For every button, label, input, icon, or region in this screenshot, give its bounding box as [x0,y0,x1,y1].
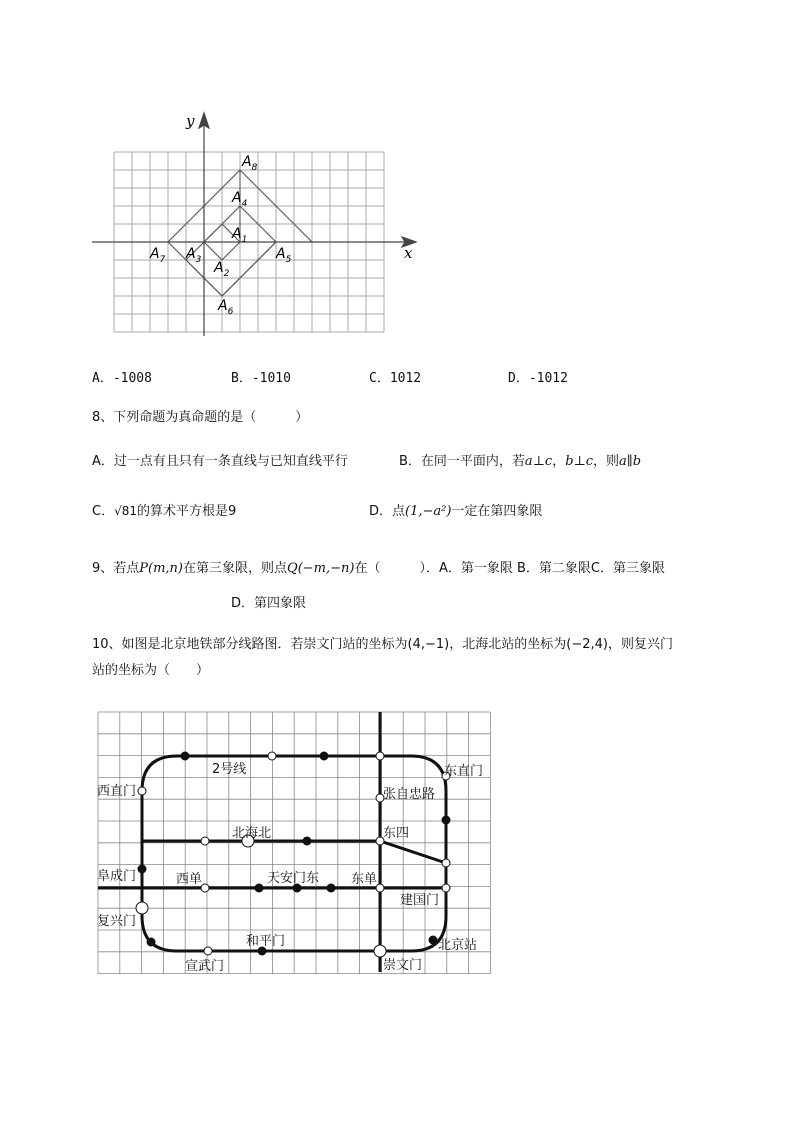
label-chongwenmen: 崇文门 [383,958,423,973]
q8-c-prefix: C． [92,504,115,519]
q8-d-rest: 一定在第四象限 [451,504,543,519]
q8-c-rest: 的算术平方根是9 [137,504,237,519]
label-fuxingmen: 复兴门 [97,914,137,929]
q8-option-c [92,500,236,519]
station-north-cross [376,752,384,760]
q7-option-d: D．-1012 [508,371,568,386]
q8-b-mid: ，则 [593,454,620,469]
label-a8: $A_8$ [242,154,258,173]
label-beihaibei: 北海北 [232,826,272,841]
label-dongsi: 东四 [383,826,410,841]
q9-option-d: D．第四象限 [231,596,307,611]
line-dongsi-diagonal [380,841,446,863]
station-north-white [268,752,276,760]
q8-b-cond2: b⊥c [565,454,594,469]
station-north-black-2 [320,752,328,760]
q8-b-cond1: a⊥c [524,454,553,469]
label-a2: $A_2$ [214,260,230,279]
label-dongzhimen: 东直门 [444,764,484,779]
label-dongdan: 东单 [351,872,378,887]
station-east-black [442,816,450,824]
station-xizhimen [138,787,146,795]
station-l1-black-1 [255,884,263,892]
q7-option-c: C．1012 [369,371,422,386]
q9-stem [92,557,665,576]
station-chongwenmen [374,945,386,957]
q9-part1: 9、若点 [92,561,140,576]
q9-part2: 在第三象限，则点 [183,561,288,576]
y-axis-label: y [186,112,195,130]
q7-option-a: A．-1008 [92,371,152,386]
label-a7: $A_7$ [150,246,166,265]
x-axis-label: x [404,244,413,262]
station-beijingzhan [429,936,437,944]
label-a1: $A_1$ [232,226,248,245]
station-fuxingmen [136,902,148,914]
station-jianguomen [442,884,450,892]
q8-b-sep: ， [552,454,566,469]
q8-option-d [369,500,542,519]
q9-p-expr: P(m,n) [139,561,184,576]
label-hepingmen: 和平门 [246,934,286,949]
q8-d-expr: (1,−a²) [405,504,452,519]
q8-c-expr: √81 [114,504,137,518]
label-a6: $A_6$ [218,298,234,317]
q10-stem-line2: 站的坐标为（ ） [92,663,210,678]
q7-option-b: B．-1010 [231,371,291,386]
q8-d-prefix: D．点 [369,504,406,519]
q8-b-prefix: B．在同一平面内，若 [399,454,525,469]
label-a5: $A_5$ [276,246,292,265]
label-xidan: 西单 [176,872,203,887]
label-a3: $A_3$ [186,246,202,265]
q9-q-expr: Q(−m,−n) [287,561,355,576]
metro-grid [98,712,490,974]
station-fuchengmen [138,865,146,873]
q8-stem: 8、下列命题为真命题的是（ ） [92,410,309,425]
label-jianguomen: 建国门 [400,893,440,908]
label-zhangzizhonglu: 张自忠路 [383,787,436,802]
q8-option-b [399,450,641,469]
label-tiananmendong: 天安门东 [267,871,320,886]
station-l1-black-3 [327,884,335,892]
label-xizhimen: 西直门 [97,784,137,799]
station-beihai-black [303,837,311,845]
q10-stem-line1: 10、如图是北京地铁部分线路图．若崇文门站的坐标为(4,−1)，北海北站的坐标为(−2,4)，则复兴门 [92,637,673,652]
q8-b-result: a∥b [619,454,642,469]
coordinate-figure [0,0,794,360]
label-xuanwumen: 宣武门 [185,959,225,974]
station-xuanwumen [204,947,212,955]
station-sw-black [147,938,155,946]
q8-option-a: A．过一点有且只有一条直线与已知直线平行 [92,454,348,469]
label-fuchengmen: 阜成门 [97,869,137,884]
station-xidan [201,884,209,892]
label-line-2: 2号线 [212,762,247,777]
station-north-black-1 [181,752,189,760]
metro-map [0,700,794,990]
label-beijingzhan: 北京站 [438,938,478,953]
label-a4: $A_4$ [232,190,248,209]
station-east-mid [442,859,450,867]
station-beihai-west [201,837,209,845]
station-dongdan [376,884,384,892]
q9-part3: 在（ ）．A．第一象限 B．第二象限C．第三象限 [354,561,665,576]
